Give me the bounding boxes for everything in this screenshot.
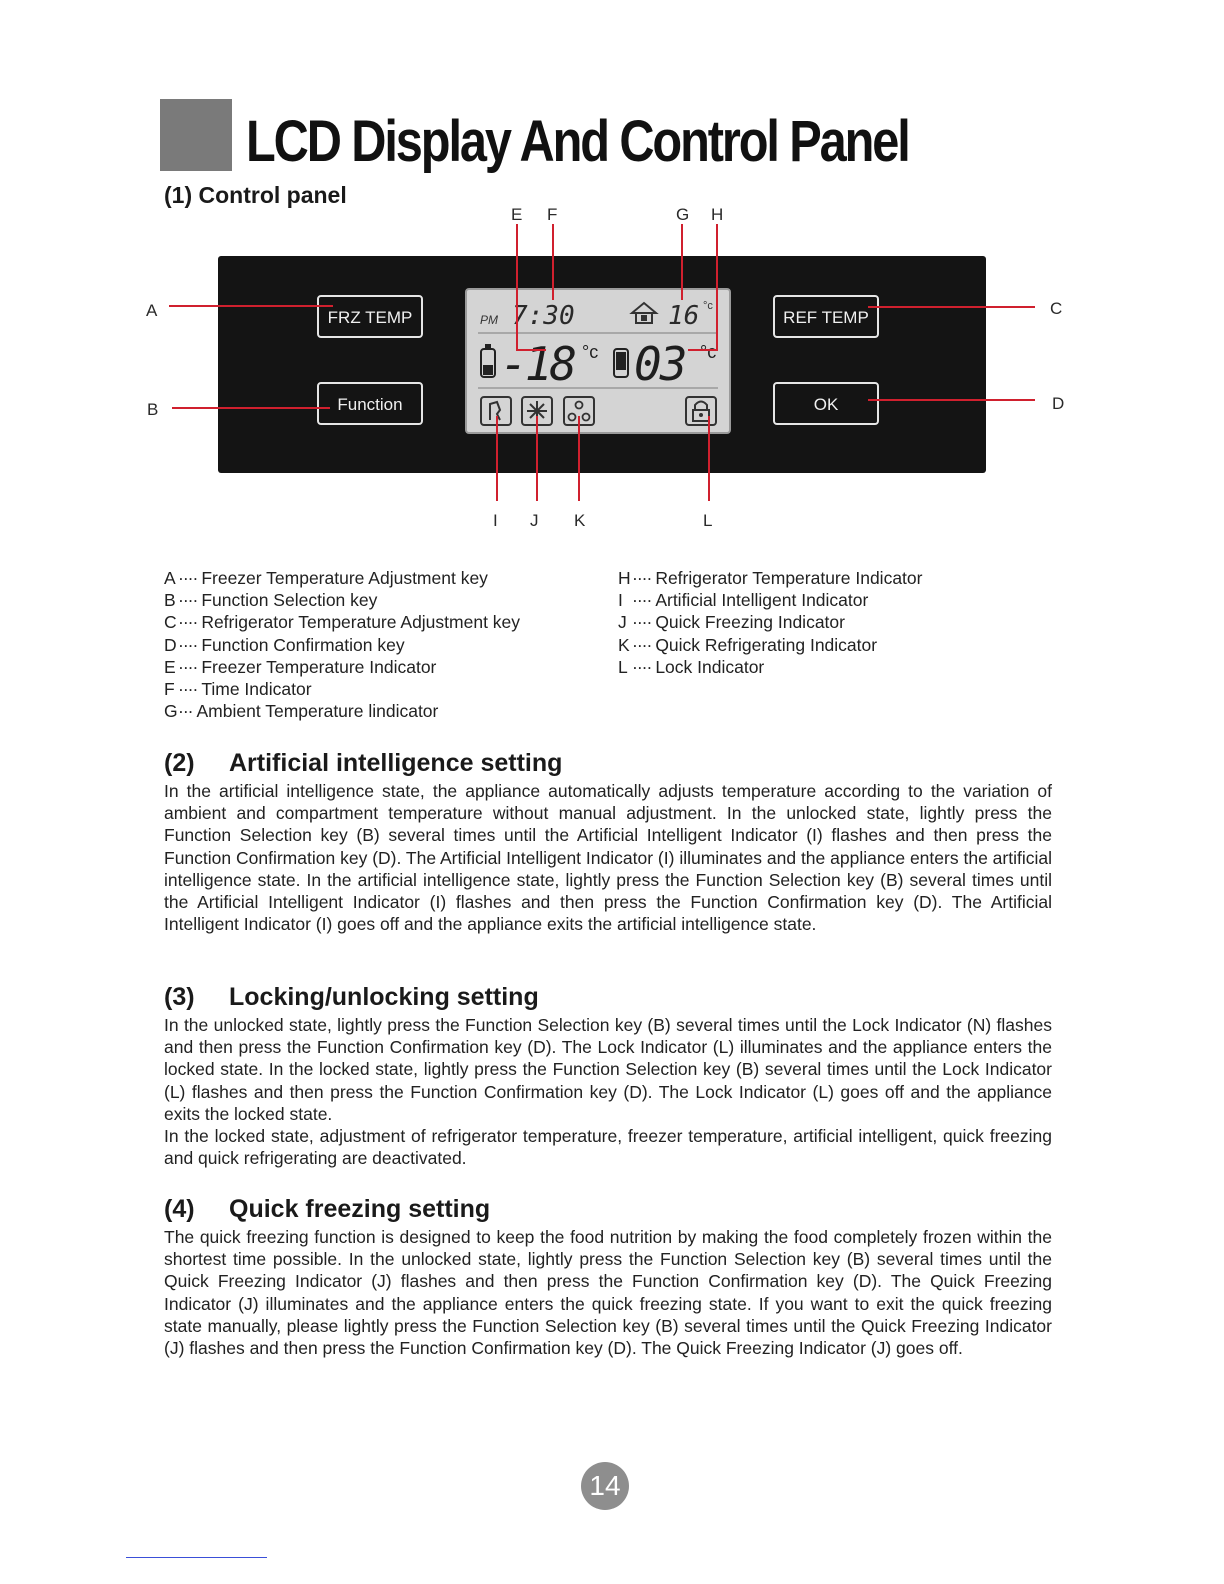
callout-a: A: [146, 301, 158, 320]
ref-temp-label: REF TEMP: [783, 308, 869, 327]
callout-i: I: [493, 511, 498, 530]
legend-item: L ···· Lock Indicator: [618, 656, 765, 677]
time-readout: 7:30: [512, 301, 575, 331]
control-panel-diagram: [0, 200, 1224, 540]
callout-d: D: [1052, 394, 1065, 413]
control-panel-heading: (1) Control panel: [164, 182, 347, 208]
callout-l: L: [703, 511, 713, 530]
section-heading-quick-freezing: (4) Quick freezing setting: [164, 1195, 491, 1223]
title-block: [160, 99, 232, 171]
function-label: Function: [337, 395, 403, 414]
section-body-ai: In the artificial intelligence state, the appliance automatically adjusts temperature according to the variation of ambient and compartment temperature without manual adjustment. In the unlocked state, lightly press the Function Selection key (B) several times until the Artificial Intelligent Indicator (I) flashes and then press the Function Confirmation key (D). The Artificial Intelligent Indicator (I) illuminates and the appliance enters the artificial intelligence state. In the artificial intelligence state, lightly press the Function Selection key (B) several times until the Artificial Intelligent Indicator (I) flashes and then press the Function Confirmation key (D). The Artificial Intelligent Indicator (I) goes off and the appliance exits the artificial intelligence state.: [164, 781, 1052, 935]
freezer-temp-readout: -18: [500, 337, 575, 391]
legend-item: I ···· Artificial Intelligent Indicator: [618, 590, 869, 611]
frz-temp-button[interactable]: [318, 296, 422, 337]
callout-f: F: [547, 205, 558, 224]
callout-h: H: [711, 205, 724, 224]
freezer-unit: °c: [582, 342, 599, 362]
section-body-lock-2: In the locked state, adjustment of refrigerator temperature, freezer temperature, artificial intelligent, quick freezing and quick refrigerating are deactivated.: [164, 1126, 1052, 1169]
page-title: LCD Display And Control Panel: [246, 109, 909, 174]
legend-item: B ···· Function Selection key: [164, 590, 378, 611]
legend-item: F ···· Time Indicator: [164, 679, 312, 700]
frz-temp-label: FRZ TEMP: [327, 308, 413, 327]
legend-item: C···· Refrigerator Temperature Adjustment key: [164, 612, 521, 633]
callout-b: B: [147, 400, 159, 419]
section-body-lock-1: In the unlocked state, lightly press the Function Selection key (B) several times until the Lock Indicator (N) flashes and then press the Function Confirmation key (D). The Lock Indicator (L) illuminates and the appliance enters the locked state. In the locked state, lightly press the Function Selection key (B) several times until the Lock Indicator (L) flashes and then press the Function Confirmation key (D). The Lock Indicator (L) goes off and the appliance exits the locked state.: [164, 1015, 1052, 1124]
footer-rule: [126, 1557, 267, 1558]
ambient-unit: °c: [703, 300, 713, 312]
legend-right: [618, 567, 922, 678]
callout-e: E: [511, 205, 523, 224]
lcd-display: [466, 289, 730, 433]
fridge-temp-readout: 03: [634, 337, 686, 391]
fridge-unit: °c: [700, 342, 717, 362]
section-heading-ai: (2) Artificial intelligence setting: [164, 749, 563, 777]
section-body-quick-freezing: The quick freezing function is designed to keep the food nutrition by making the food completely frozen within the shortest time possible. In the unlocked state, lightly press the Function Selection key (B) several times until the Quick Freezing Indicator (J) flashes and then press the Function Confirmation key (D). The Quick Freezing Indicator (J) illuminates and the appliance enters the quick freezing state. If you want to exit the quick freezing state manually, please lightly press the Function Selection key (B) several times until the Quick Freezing Indicator (J) flashes and then press the Function Confirmation key (D). The Quick Freezing Indicator (J) goes off.: [164, 1227, 1052, 1359]
function-button[interactable]: [318, 383, 422, 424]
legend-item: K ···· Quick Refrigerating Indicator: [618, 634, 878, 655]
page-number: 14: [581, 1462, 629, 1510]
ref-temp-button[interactable]: [774, 296, 878, 337]
ok-button[interactable]: [774, 383, 878, 424]
legend-item: A ···· Freezer Temperature Adjustment key: [164, 568, 488, 588]
callout-j: J: [530, 511, 539, 530]
callout-c: C: [1050, 299, 1063, 318]
legend-item: J ···· Quick Freezing Indicator: [618, 612, 845, 633]
legend-left: [164, 567, 520, 722]
legend-item: D···· Function Confirmation key: [164, 634, 405, 655]
am-pm-indicator: PM: [480, 313, 498, 327]
ambient-temp-readout: 16: [668, 301, 700, 331]
section-heading-lock: (3) Locking/unlocking setting: [164, 983, 539, 1011]
ok-label: OK: [813, 395, 839, 414]
callout-g: G: [676, 205, 690, 224]
callout-k: K: [574, 511, 586, 530]
legend-item: G··· Ambient Temperature lindicator: [164, 701, 439, 722]
legend-item: E ···· Freezer Temperature Indicator: [164, 656, 437, 677]
legend-item: H···· Refrigerator Temperature Indicator: [618, 568, 923, 588]
